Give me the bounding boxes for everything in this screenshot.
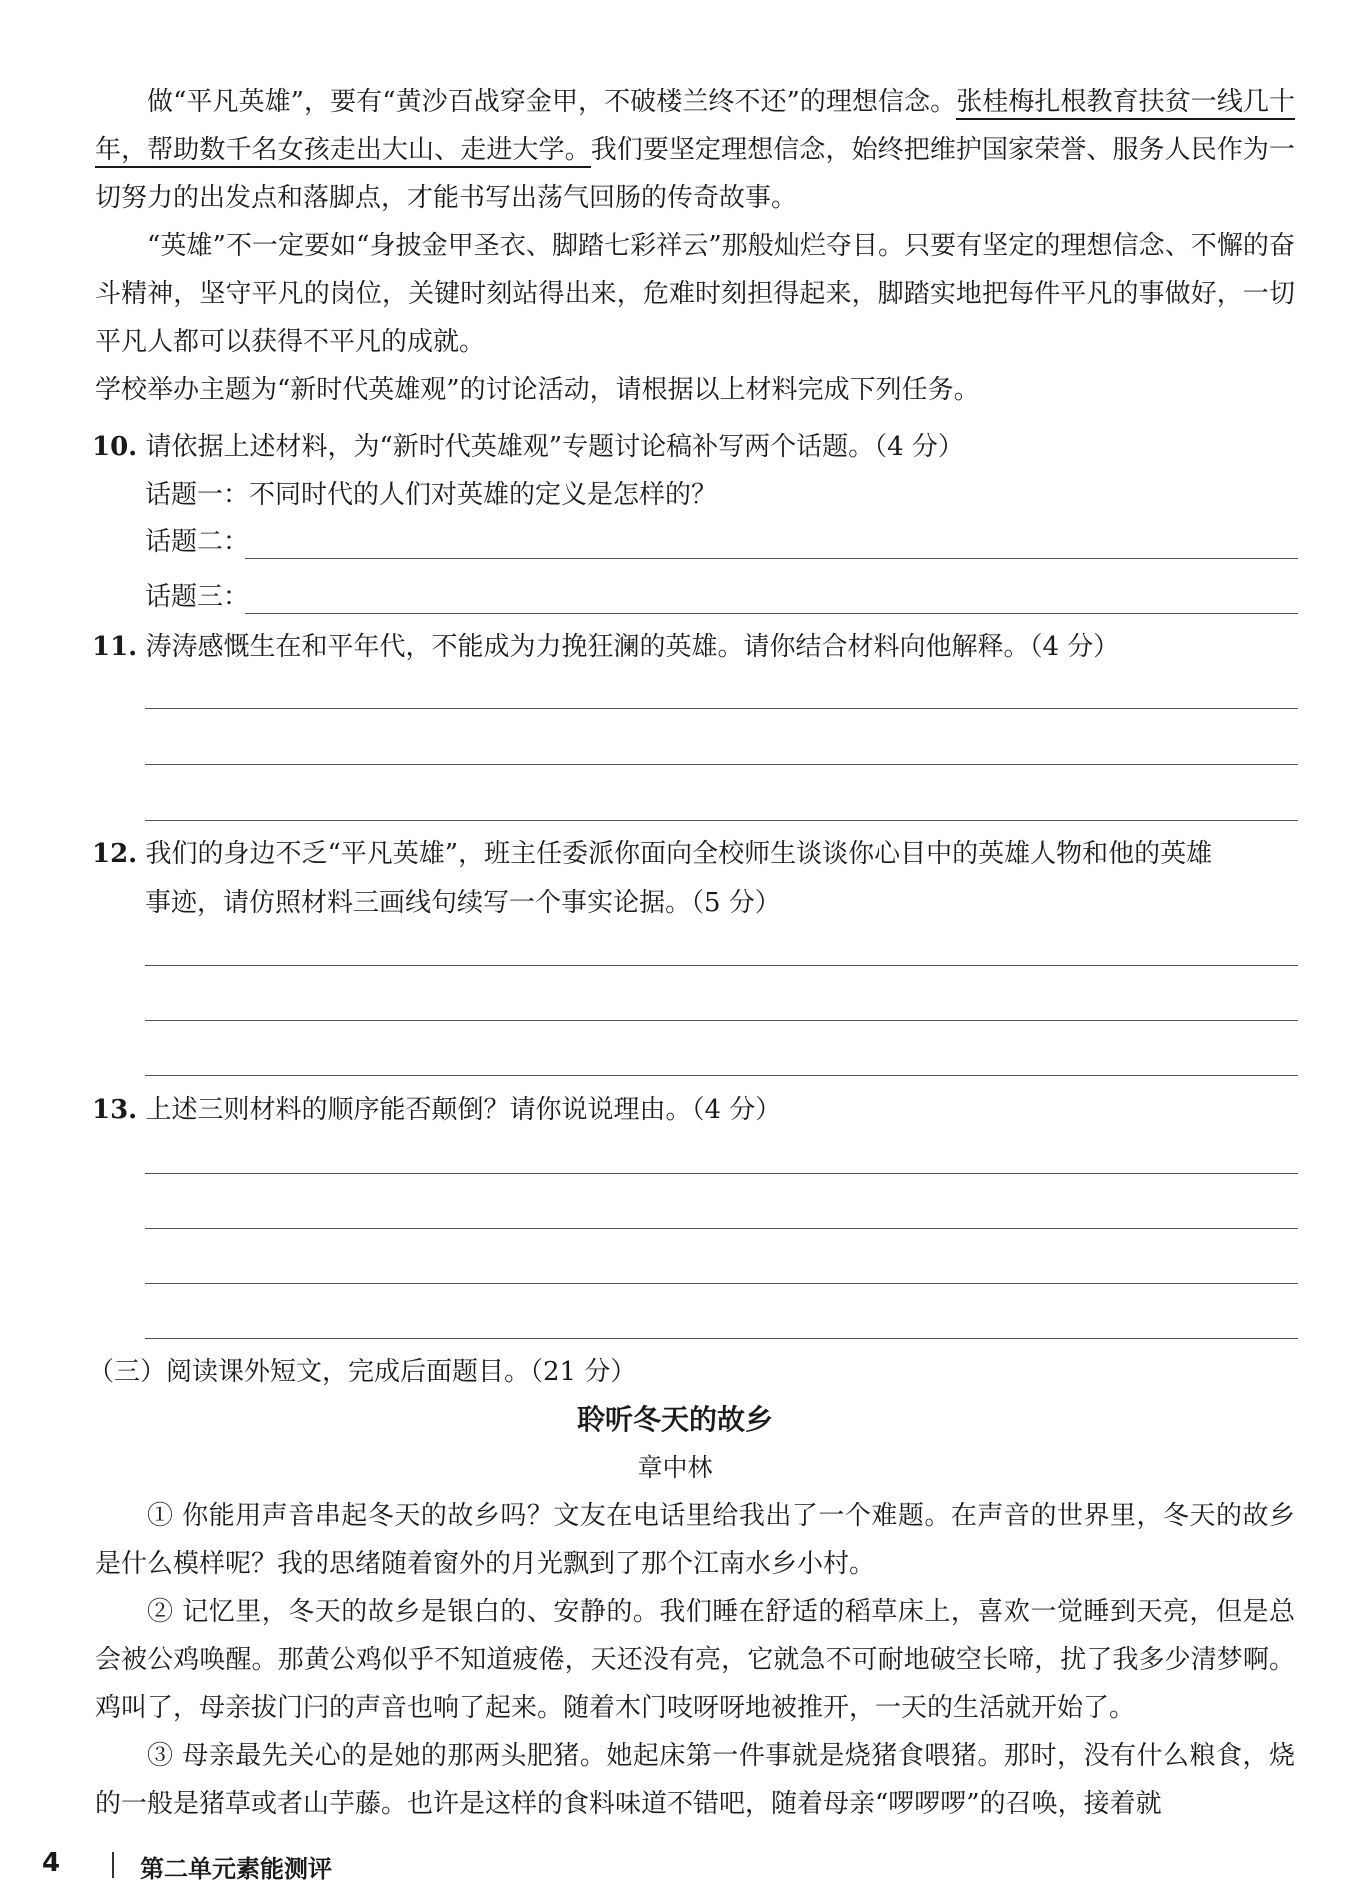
topic-3-answer-line[interactable] <box>245 613 1298 614</box>
footer-divider <box>112 1852 114 1878</box>
page-number: 4 <box>42 1848 61 1878</box>
article-author: 章中林 <box>637 1453 713 1482</box>
material-underlined-sentence: 张桂梅扎根教育扶贫一线几十年，帮助数千名女孩走出大山、走进大学。 <box>95 87 1295 168</box>
answer-line[interactable] <box>145 820 1298 821</box>
question-13 <box>92 1090 781 1130</box>
topic-3-label: 话题三： <box>145 582 250 612</box>
article-title: 聆听冬天的故乡 <box>576 1403 773 1436</box>
question-11-number: 11. <box>92 632 138 662</box>
answer-line[interactable] <box>145 1020 1298 1021</box>
question-12-text-line2: 事迹，请仿照材料三画线句续写一个事实论据。（5 分） <box>145 888 781 918</box>
question-11 <box>92 627 1119 667</box>
article-paragraph-2: ② 记忆里，冬天的故乡是银白的、安静的。我们睡在舒适的稻草床上，喜欢一觉睡到天亮，但是总会被公鸡唤醒。那黄公鸡似乎不知道疲倦，天还没有亮，它就急不可耐地破空长啼，扰了我多少清梦啊。鸡叫了，母亲拔门闩的声音也响了起来。随着木门吱呀呀地被推开，一天的生活就开始了。 <box>95 1597 1295 1723</box>
answer-line[interactable] <box>145 1228 1298 1229</box>
answer-line[interactable] <box>145 1075 1298 1076</box>
topic-1: 话题一：不同时代的人们对英雄的定义是怎样的？ <box>145 480 718 510</box>
answer-line[interactable] <box>145 1283 1298 1284</box>
section-3-heading: （三）阅读课外短文，完成后面题目。（21 分） <box>88 1357 637 1387</box>
article-paragraph-3: ③ 母亲最先关心的是她的那两头肥猪。她起床第一件事就是烧猪食喂猪。那时，没有什么粮食，烧的一般是猪草或者山芋藤。也许是这样的食料味道不错吧，随着母亲“啰啰啰”的召唤，接着就 <box>95 1741 1295 1819</box>
answer-line[interactable] <box>145 764 1298 765</box>
topic-2-label: 话题二： <box>145 527 250 557</box>
question-13-text: 上述三则材料的顺序能否颠倒？请你说说理由。（4 分） <box>145 1095 782 1125</box>
question-12-text-line1: 我们的身边不乏“平凡英雄”，班主任委派你面向全校师生谈谈你心目中的英雄人物和他的英雄 <box>145 839 1213 869</box>
material-p1-text-a: 做“平凡英雄”，要有“黄沙百战穿金甲，不破楼兰终不还”的理想信念。 <box>147 87 957 117</box>
answer-line[interactable] <box>145 965 1298 966</box>
material-paragraph-1 <box>95 78 1295 222</box>
question-12 <box>92 834 1212 874</box>
unit-label: 第二单元素能测评 <box>140 1855 332 1883</box>
question-12-number: 12. <box>92 839 138 869</box>
question-10-number: 10. <box>92 432 138 462</box>
question-11-text: 涛涛感慨生在和平年代，不能成为力挽狂澜的英雄。请你结合材料向他解释。（4 分） <box>145 632 1120 662</box>
answer-line[interactable] <box>145 708 1298 709</box>
answer-line[interactable] <box>145 1173 1298 1174</box>
task-intro: 学校举办主题为“新时代英雄观”的讨论活动，请根据以上材料完成下列任务。 <box>95 375 980 405</box>
question-10 <box>92 427 964 467</box>
article-paragraph-1: ① 你能用声音串起冬天的故乡吗？文友在电话里给我出了一个难题。在声音的世界里，冬天的故乡是什么模样呢？我的思绪随着窗外的月光飘到了那个江南水乡小村。 <box>95 1501 1295 1579</box>
material-p1-text-b: 我们要坚定理想信念，始终把维护国家荣誉、服务人民作为一切努力的出发点和落脚点，才能书写出荡气回肠的传奇故事。 <box>95 135 1295 213</box>
answer-line[interactable] <box>145 1338 1298 1339</box>
question-10-text: 请依据上述材料，为“新时代英雄观”专题讨论稿补写两个话题。（4 分） <box>145 432 964 462</box>
material-paragraph-2: “英雄”不一定要如“身披金甲圣衣、脚踏七彩祥云”那般灿烂夺目。只要有坚定的理想信念、不懈的奋斗精神，坚守平凡的岗位，关键时刻站得出来，危难时刻担得起来，脚踏实地把每件平凡的事做好，一切平凡人都可以获得不平凡的成就。 <box>95 231 1295 357</box>
question-13-number: 13. <box>92 1095 138 1125</box>
topic-2-answer-line[interactable] <box>245 558 1298 559</box>
